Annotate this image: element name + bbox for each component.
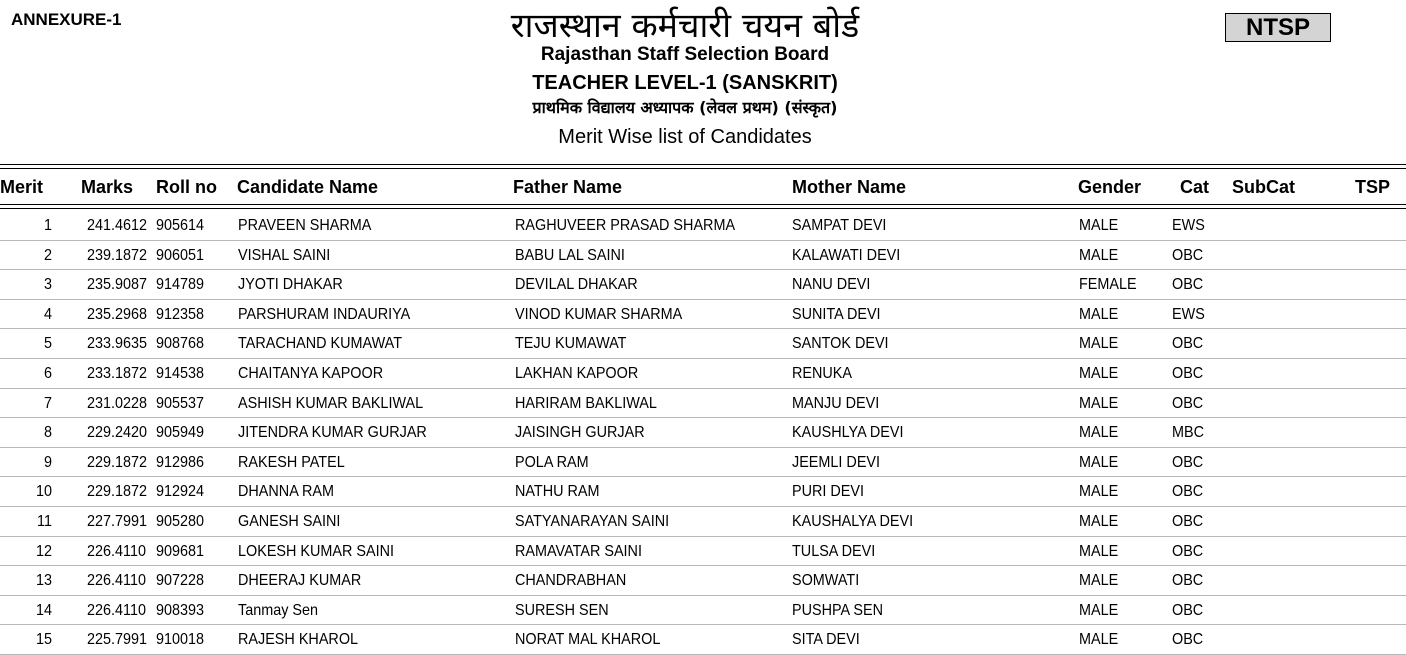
table-row bbox=[0, 507, 1406, 537]
cell-marks: 233.1872 bbox=[87, 364, 148, 382]
cell-gender: MALE bbox=[1079, 572, 1119, 590]
cell-mother: PUSHPA SEN bbox=[792, 601, 883, 619]
cell-mother: SITA DEVI bbox=[792, 631, 860, 649]
cell-marks: 235.2968 bbox=[87, 305, 148, 323]
table-row bbox=[0, 300, 1406, 330]
cell-name: Tanmay Sen bbox=[238, 601, 319, 619]
cell-marks: 226.4110 bbox=[87, 572, 146, 590]
cell-cat: OBC bbox=[1172, 246, 1204, 264]
cell-mother: SOMWATI bbox=[792, 572, 860, 590]
table-row bbox=[0, 389, 1406, 419]
cell-merit: 6 bbox=[43, 364, 52, 382]
table-row bbox=[0, 329, 1406, 359]
cell-name: JITENDRA KUMAR GURJAR bbox=[238, 424, 427, 442]
cell-gender: MALE bbox=[1079, 512, 1119, 530]
cell-mother: SANTOK DEVI bbox=[792, 335, 889, 353]
cell-merit: 11 bbox=[37, 512, 52, 530]
cell-mother: PURI DEVI bbox=[792, 483, 865, 501]
cell-mother: JEEMLI DEVI bbox=[792, 453, 881, 471]
cell-name: ASHISH KUMAR BAKLIWAL bbox=[238, 394, 424, 412]
cell-merit: 2 bbox=[43, 246, 52, 264]
cell-father: NATHU RAM bbox=[515, 483, 600, 501]
cell-marks: 239.1872 bbox=[87, 246, 148, 264]
col-header-roll: Roll no bbox=[156, 177, 217, 197]
cell-marks: 231.0228 bbox=[87, 394, 148, 412]
cell-roll: 908393 bbox=[156, 601, 205, 619]
cell-roll: 912986 bbox=[156, 453, 205, 471]
cell-cat: OBC bbox=[1172, 572, 1204, 590]
table-row bbox=[0, 537, 1406, 567]
header-top-rule-inner bbox=[0, 168, 1406, 169]
cell-gender: MALE bbox=[1079, 335, 1119, 353]
cell-mother: NANU DEVI bbox=[792, 276, 871, 294]
cell-cat: OBC bbox=[1172, 394, 1204, 412]
col-header-father-name: Father Name bbox=[513, 177, 623, 197]
cell-name: DHEERAJ KUMAR bbox=[238, 572, 362, 590]
cell-mother: SAMPAT DEVI bbox=[792, 217, 887, 234]
cell-roll: 914789 bbox=[156, 276, 205, 294]
cell-marks: 241.4612 bbox=[87, 217, 148, 234]
cell-gender: MALE bbox=[1079, 305, 1119, 323]
ntsp-badge: NTSP bbox=[1225, 13, 1331, 42]
cell-cat: OBC bbox=[1172, 453, 1204, 471]
cell-father: RAMAVATAR SAINI bbox=[515, 542, 642, 560]
cell-roll: 908768 bbox=[156, 335, 205, 353]
cell-gender: MALE bbox=[1079, 364, 1119, 382]
cell-father: CHANDRABHAN bbox=[515, 572, 627, 590]
cell-gender: MALE bbox=[1079, 631, 1119, 649]
cell-father: JAISINGH GURJAR bbox=[515, 424, 645, 442]
cell-marks: 229.1872 bbox=[87, 483, 148, 501]
cell-cat: OBC bbox=[1172, 335, 1204, 353]
cell-roll: 909681 bbox=[156, 542, 205, 560]
cell-gender: MALE bbox=[1079, 246, 1119, 264]
cell-cat: EWS bbox=[1172, 217, 1205, 234]
cell-merit: 13 bbox=[35, 572, 52, 590]
col-header-merit: Merit bbox=[0, 177, 44, 197]
cell-gender: MALE bbox=[1079, 601, 1119, 619]
cell-father: VINOD KUMAR SHARMA bbox=[515, 305, 683, 323]
cell-merit: 15 bbox=[35, 631, 52, 649]
cell-roll: 910018 bbox=[156, 631, 205, 649]
cell-name: TARACHAND KUMAWAT bbox=[238, 335, 402, 353]
cell-father: HARIRAM BAKLIWAL bbox=[515, 394, 657, 412]
cell-father: SURESH SEN bbox=[515, 601, 609, 619]
cell-roll: 905614 bbox=[156, 217, 205, 234]
cell-name: LOKESH KUMAR SAINI bbox=[238, 542, 395, 560]
board-title-english: Rajasthan Staff Selection Board bbox=[540, 44, 830, 65]
cell-roll: 907228 bbox=[156, 572, 205, 590]
cell-marks: 235.9087 bbox=[87, 276, 148, 294]
cell-name: DHANNA RAM bbox=[238, 483, 335, 501]
header-top-rule bbox=[0, 164, 1406, 165]
cell-roll: 912924 bbox=[156, 483, 205, 501]
cell-merit: 14 bbox=[35, 601, 52, 619]
cell-father: NORAT MAL KHAROL bbox=[515, 631, 661, 649]
cell-gender: FEMALE bbox=[1079, 276, 1137, 294]
cell-mother: KAUSHLYA DEVI bbox=[792, 424, 904, 442]
cell-gender: MALE bbox=[1079, 217, 1119, 234]
cell-gender: MALE bbox=[1079, 424, 1119, 442]
cell-father: RAGHUVEER PRASAD SHARMA bbox=[515, 217, 736, 234]
col-header-marks: Marks bbox=[81, 177, 134, 197]
cell-father: TEJU KUMAWAT bbox=[515, 335, 627, 353]
col-header-tsp: TSP bbox=[1355, 177, 1391, 197]
cell-mother: RENUKA bbox=[792, 364, 853, 382]
merit-table-body bbox=[0, 211, 1406, 655]
cell-merit: 5 bbox=[43, 335, 52, 353]
cell-merit: 7 bbox=[43, 394, 52, 412]
cell-merit: 1 bbox=[43, 217, 52, 234]
cell-gender: MALE bbox=[1079, 453, 1119, 471]
cell-father: DEVILAL DHAKAR bbox=[515, 276, 638, 294]
cell-name: JYOTI DHAKAR bbox=[238, 276, 343, 294]
col-header-mother-name: Mother Name bbox=[792, 177, 907, 197]
cell-name: PARSHURAM INDAURIYA bbox=[238, 305, 411, 323]
cell-name: RAJESH KHAROL bbox=[238, 631, 359, 649]
cell-cat: MBC bbox=[1172, 424, 1205, 442]
col-header-cat: Cat bbox=[1180, 177, 1210, 197]
cell-marks: 225.7991 bbox=[87, 631, 148, 649]
col-header-candidate-name: Candidate Name bbox=[237, 177, 379, 197]
cell-mother: KAUSHALYA DEVI bbox=[792, 512, 914, 530]
cell-marks: 233.9635 bbox=[87, 335, 148, 353]
cell-marks: 229.1872 bbox=[87, 453, 148, 471]
table-row bbox=[0, 241, 1406, 271]
cell-merit: 9 bbox=[43, 453, 52, 471]
table-row bbox=[0, 211, 1406, 241]
header-bottom-rule-inner bbox=[0, 208, 1406, 209]
cell-merit: 10 bbox=[35, 483, 52, 501]
cell-name: VISHAL SAINI bbox=[238, 246, 331, 264]
header-bottom-rule bbox=[0, 204, 1406, 205]
cell-name: CHAITANYA KAPOOR bbox=[238, 364, 384, 382]
cell-marks: 227.7991 bbox=[87, 512, 148, 530]
cell-cat: EWS bbox=[1172, 305, 1205, 323]
cell-name: PRAVEEN SHARMA bbox=[238, 217, 372, 234]
cell-cat: OBC bbox=[1172, 483, 1204, 501]
cell-roll: 905280 bbox=[156, 512, 205, 530]
cell-marks: 226.4110 bbox=[87, 542, 146, 560]
table-row bbox=[0, 596, 1406, 626]
cell-roll: 912358 bbox=[156, 305, 205, 323]
table-row bbox=[0, 625, 1406, 655]
cell-mother: SUNITA DEVI bbox=[792, 305, 881, 323]
cell-father: POLA RAM bbox=[515, 453, 589, 471]
cell-mother: TULSA DEVI bbox=[792, 542, 876, 560]
cell-roll: 905949 bbox=[156, 424, 205, 442]
cell-mother: KALAWATI DEVI bbox=[792, 246, 901, 264]
cell-cat: OBC bbox=[1172, 601, 1204, 619]
col-header-subcat: SubCat bbox=[1232, 177, 1295, 197]
cell-father: BABU LAL SAINI bbox=[515, 246, 625, 264]
post-title-hindi: प्राथमिक विद्यालय अध्यापक (लेवल प्रथम) (संस्कृत) bbox=[532, 98, 838, 117]
table-row bbox=[0, 448, 1406, 478]
cell-cat: OBC bbox=[1172, 364, 1204, 382]
cell-name: GANESH SAINI bbox=[238, 512, 341, 530]
cell-cat: OBC bbox=[1172, 631, 1204, 649]
cell-gender: MALE bbox=[1079, 542, 1119, 560]
annexure-label: ANNEXURE-1 bbox=[11, 10, 122, 29]
cell-gender: MALE bbox=[1079, 483, 1119, 501]
list-title: Merit Wise list of Candidates bbox=[558, 126, 812, 148]
table-row bbox=[0, 566, 1406, 596]
table-row bbox=[0, 418, 1406, 448]
cell-merit: 8 bbox=[43, 424, 52, 442]
col-header-gender: Gender bbox=[1078, 177, 1142, 197]
cell-roll: 905537 bbox=[156, 394, 205, 412]
cell-marks: 226.4110 bbox=[87, 601, 146, 619]
cell-cat: OBC bbox=[1172, 276, 1204, 294]
post-title-english: TEACHER LEVEL-1 (SANSKRIT) bbox=[532, 72, 838, 94]
cell-cat: OBC bbox=[1172, 542, 1204, 560]
cell-gender: MALE bbox=[1079, 394, 1119, 412]
cell-mother: MANJU DEVI bbox=[792, 394, 880, 412]
table-row bbox=[0, 270, 1406, 300]
cell-merit: 12 bbox=[35, 542, 52, 560]
cell-name: RAKESH PATEL bbox=[238, 453, 345, 471]
cell-father: LAKHAN KAPOOR bbox=[515, 364, 639, 382]
cell-cat: OBC bbox=[1172, 512, 1204, 530]
cell-merit: 3 bbox=[43, 276, 52, 294]
cell-merit: 4 bbox=[43, 305, 52, 323]
cell-marks: 229.2420 bbox=[87, 424, 148, 442]
board-title-hindi: राजस्थान कर्मचारी चयन बोर्ड bbox=[510, 6, 860, 46]
table-row bbox=[0, 359, 1406, 389]
cell-roll: 906051 bbox=[156, 246, 205, 264]
cell-father: SATYANARAYAN SAINI bbox=[515, 512, 670, 530]
table-row bbox=[0, 477, 1406, 507]
cell-roll: 914538 bbox=[156, 364, 205, 382]
